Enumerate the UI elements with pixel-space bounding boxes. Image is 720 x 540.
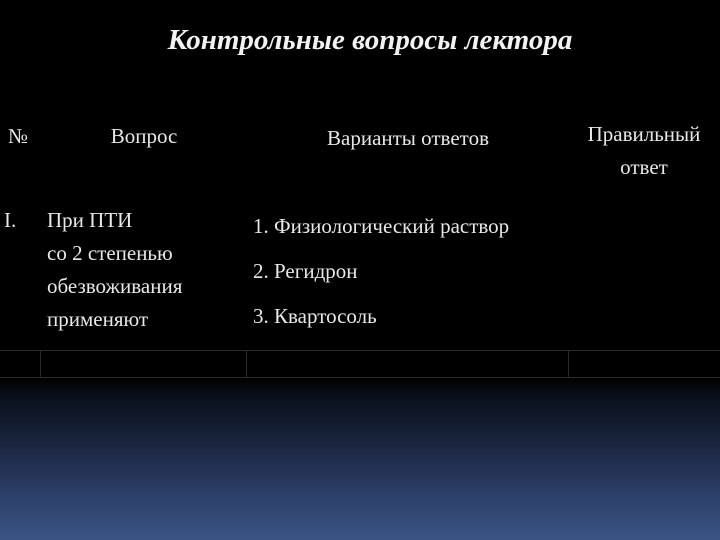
header-question: Вопрос	[110, 124, 178, 148]
header-options: Варианты ответов	[327, 126, 489, 150]
answer-option: 2. Регидрон	[253, 259, 358, 283]
question-line: со 2 степенью	[47, 241, 173, 265]
question-line: При ПТИ	[47, 208, 133, 232]
questions-table	[0, 110, 720, 378]
question-cell	[47, 204, 246, 336]
table-column-divider-2	[246, 350, 247, 378]
row-number: I.	[4, 208, 17, 232]
header-correct-line-1: Правильный	[587, 122, 701, 146]
table-divider-row	[0, 350, 720, 351]
table-column-divider-1	[40, 350, 41, 378]
question-line: применяют	[47, 307, 149, 331]
question-line: обезвоживания	[47, 274, 183, 298]
options-cell	[253, 204, 568, 339]
header-correct-line-2: ответ	[620, 155, 668, 179]
table-divider-bottom	[0, 377, 720, 378]
answer-option: 3. Квартосоль	[253, 304, 377, 328]
header-number: №	[8, 124, 29, 148]
slide-title: Контрольные вопросы лектора	[167, 24, 573, 56]
table-column-divider-3	[568, 350, 569, 378]
answer-option: 1. Физиологический раствор	[253, 214, 510, 238]
header-correct-answer	[568, 118, 720, 184]
